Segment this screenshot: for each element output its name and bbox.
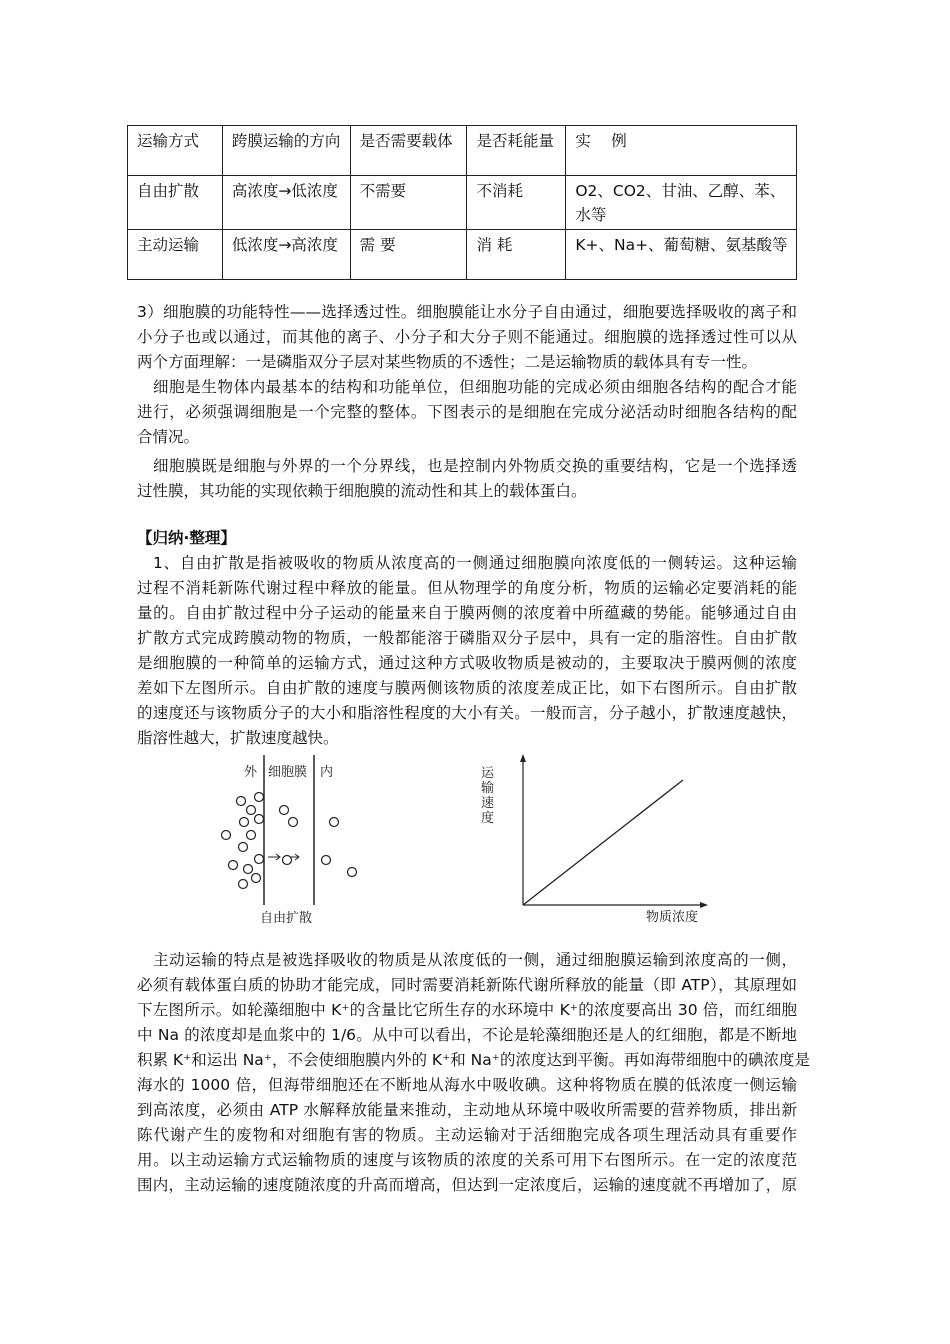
x-axis-label: 物质浓度 [646,910,699,925]
table-cell: 自由扩散 [128,176,223,230]
y-axis-label: 运输速度 [481,766,495,826]
table-header-cell: 是否耗能量 [467,126,566,176]
figure-caption: 自由扩散 [260,911,313,926]
text-line: 3）细胞膜的功能特性——选择透过性。细胞膜能让水分子自由通过，细胞要选择吸收的离子和 [137,303,797,321]
text-line: 是细胞膜的一种简单的运输方式，通过这种方式吸收物质是被动的，主要取决于膜两侧的浓度 [137,654,797,672]
molecule-circle [244,865,253,874]
text-line: 陈代谢产生的废物和对细胞有害的物质。主动运输对于活细胞完成各项生理活动具有重要作 [137,1126,797,1144]
table-cell: 低浓度→高浓度 [222,230,350,280]
table-cell: 高浓度→低浓度 [222,176,350,230]
molecule-circle [247,831,256,840]
molecule-circle [240,818,249,827]
text-line: 主动运输的特点是被选择吸收的物质是从浓度低的一侧，通过细胞膜运输到浓度高的一侧， [153,951,797,969]
table-cell: K+、Na+、葡萄糖、氨基酸等 [566,230,797,280]
table-cell: 消 耗 [467,230,566,280]
table-header-cell: 是否需要载体 [350,126,467,176]
molecule-circle [239,880,248,889]
text-line: 脂溶性越大，扩散速度越快。 [137,729,339,747]
text-line: 下左图所示。如轮藻细胞中 K⁺的含量比它所生存的水环境中 K⁺的浓度要高出 30 倍，而红细胞 [137,1001,797,1019]
text-line: 积累 K⁺和运出 Na⁺，不会使细胞膜内外的 K⁺和 Na⁺的浓度达到平衡。再如海带细胞中的碘浓度是 [137,1051,810,1069]
text-line: 1、自由扩散是指被吸收的物质从浓度高的一侧通过细胞膜向浓度低的一侧转运。这种运输 [153,554,797,572]
molecule-circle [222,831,231,840]
free-diffusion-diagram [222,755,357,926]
molecule-circle [255,855,264,864]
text-line: 必须有载体蛋白质的协助才能完成，同时需要消耗新陈代谢所释放的能量（即 ATP），其原理如 [137,976,797,994]
molecule-circle [289,818,298,827]
table-header-cell: 实 例 [566,126,797,176]
molecule-circle [322,856,331,865]
label-outside: 外 [244,765,258,780]
text-line: 过性膜，其功能的实现依赖于细胞膜的流动性和其上的载体蛋白。 [137,482,587,500]
molecule-circle [348,868,357,877]
text-line: 扩散方式完成跨膜动物的物质，一般都能溶于磷脂双分子层中，具有一定的脂溶性。自由扩散 [137,629,797,647]
text-line: 用。以主动运输方式运输物质的速度与该物质的浓度的关系可用下右图所示。在一定的浓度范 [137,1151,797,1169]
molecule-circle [247,806,256,815]
text-line: 细胞是生物体内最基本的结构和功能单位，但细胞功能的完成必须由细胞各结构的配合才能 [153,378,797,396]
text-line: 细胞膜既是细胞与外界的一个分界线，也是控制内外物质交换的重要结构，它是一个选择透 [153,457,797,475]
rate-line [523,780,683,905]
free-diffusion-rate-chart [520,754,708,925]
active-transport-paragraph [137,948,810,1198]
molecule-circle [237,797,246,806]
table-header-cell: 运输方式 [128,126,223,176]
text-line: 量的。自由扩散过程中分子运动的能量来自于膜两侧的浓度着中所蕴藏的势能。能够通过自由 [137,604,797,622]
label-inside: 内 [320,765,334,780]
table-cell: 不需要 [350,176,467,230]
molecule-circle [252,874,261,883]
table-cell: 需 要 [350,230,467,280]
text-line: 围内，主动运输的速度随浓度的升高而增高，但达到一定浓度后，运输的速度就不再增加了，原 [137,1176,797,1194]
arrow-icon [268,854,280,860]
y-axis-arrow-icon [520,754,526,762]
text-line: 进行，必须强调细胞是一个完整的整体。下图表示的是细胞在完成分泌活动时细胞各结构的配 [137,403,797,421]
molecule-circle [280,806,289,815]
text-line: 海水的 1000 倍，但海带细胞还在不断地从海水中吸收碘。这种将物质在膜的低浓度一侧运输 [137,1076,797,1094]
table-header-cell: 跨膜运输的方向 [222,126,350,176]
molecule-circle [330,818,339,827]
text-line: 差如下左图所示。自由扩散的速度与膜两侧该物质的浓度差成正比，如下右图所示。自由扩散 [137,679,797,697]
text-line: 中 Na 的浓度却是血浆中的 1/6。从中可以看出，不论是轮藻细胞还是人的红细胞，都是不断地 [137,1026,797,1044]
text-line: 到高浓度，必须由 ATP 水解释放能量来推动，主动地从环境中吸收所需要的营养物质，排出新 [137,1101,797,1119]
x-axis-arrow-icon [700,902,708,908]
text-line: 合情况。 [137,428,200,446]
molecule-circle [255,815,264,824]
text-line: 小分子也或以通过，而其他的离子、小分子和大分子则不能通过。细胞膜的选择透过性可以从 [137,328,797,346]
table-cell: 不消耗 [467,176,566,230]
label-membrane: 细胞膜 [268,765,308,780]
molecule-circle [255,793,264,802]
table-cell: O2、CO2、甘油、乙醇、苯、水等 [566,176,797,230]
section-heading: 【归纳·整理】 [137,529,236,547]
text-line: 的速度还与该物质分子的大小和脂溶性程度的大小有关。一般而言，分子越小，扩散速度越快， [137,704,797,722]
molecule-circle [229,861,238,870]
text-line: 两个方面理解：一是磷脂双分子层对某些物质的不透性；二是运输物质的载体具有专一性。 [137,353,758,371]
text-line: 过程不消耗新陈代谢过程中释放的能量。但从物理学的角度分析，物质的运输必定要消耗的能 [137,579,797,597]
table-cell: 主动运输 [128,230,223,280]
molecule-circle [239,843,248,852]
